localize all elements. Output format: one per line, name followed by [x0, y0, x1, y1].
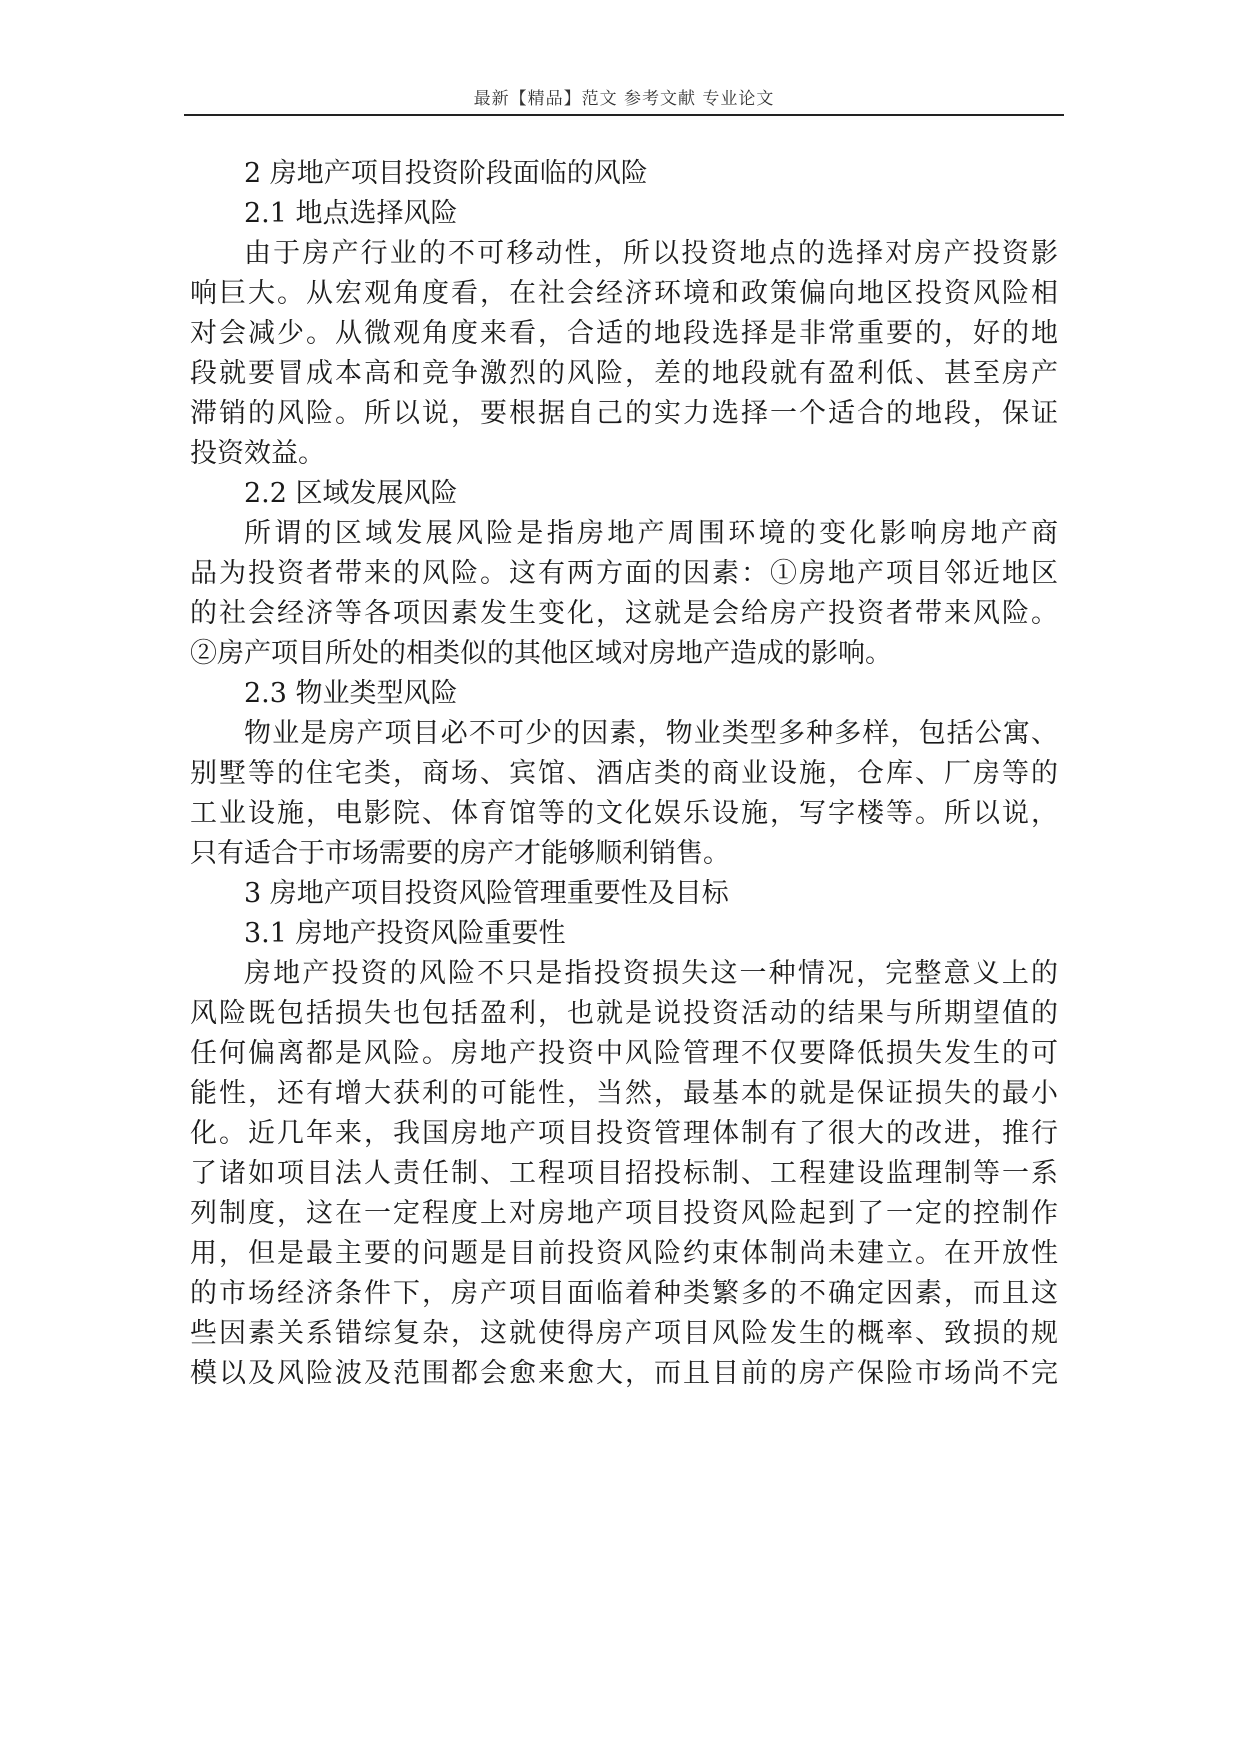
paragraph-line: 的市场经济条件下，房产项目面临着种类繁多的不确定因素，而且这 — [190, 1278, 1058, 1309]
paragraph-line: 的社会经济等各项因素发生变化，这就是会给房产投资者带来风险。 — [190, 598, 1058, 629]
paragraph-line: 段就要冒成本高和竞争激烈的风险，差的地段就有盈利低、甚至房产 — [190, 358, 1058, 389]
paragraph-line: 了诸如项目法人责任制、工程项目招投标制、工程建设监理制等一系 — [190, 1158, 1058, 1189]
section-heading: 2.3 物业类型风险 — [244, 678, 458, 709]
paragraph-line: 用，但是最主要的问题是目前投资风险约束体制尚未建立。在开放性 — [190, 1238, 1058, 1269]
paragraph-line: 化。近几年来，我国房地产项目投资管理体制有了很大的改进，推行 — [190, 1118, 1058, 1149]
paragraph-line: ②房产项目所处的相类似的其他区域对房地产造成的影响。 — [190, 638, 892, 669]
document-body — [190, 154, 1058, 1394]
paragraph-line: 风险既包括损失也包括盈利，也就是说投资活动的结果与所期望值的 — [190, 998, 1058, 1029]
paragraph-line: 任何偏离都是风险。房地产投资中风险管理不仅要降低损失发生的可 — [190, 1038, 1058, 1069]
paragraph-line: 所谓的区域发展风险是指房地产周围环境的变化影响房地产商 — [244, 518, 1058, 549]
paragraph-line: 别墅等的住宅类，商场、宾馆、酒店类的商业设施，仓库、厂房等的 — [190, 758, 1058, 789]
section-heading: 2.1 地点选择风险 — [244, 198, 458, 229]
paragraph-line: 能性，还有增大获利的可能性，当然，最基本的就是保证损失的最小 — [190, 1078, 1058, 1109]
paragraph-line: 房地产投资的风险不只是指投资损失这一种情况，完整意义上的 — [244, 958, 1058, 989]
paragraph-line: 对会减少。从微观角度来看，合适的地段选择是非常重要的，好的地 — [190, 318, 1058, 349]
page-header: 最新【精品】范文 参考文献 专业论文 — [473, 89, 775, 109]
paragraph-line: 响巨大。从宏观角度看，在社会经济环境和政策偏向地区投资风险相 — [190, 278, 1058, 309]
paragraph-line: 只有适合于市场需要的房产才能够顺利销售。 — [190, 838, 730, 869]
paragraph-line: 滞销的风险。所以说，要根据自己的实力选择一个适合的地段，保证 — [190, 398, 1058, 429]
paragraph-line: 投资效益。 — [190, 438, 325, 469]
section-heading: 2.2 区域发展风险 — [244, 478, 458, 509]
paragraph-line: 列制度，这在一定程度上对房地产项目投资风险起到了一定的控制作 — [190, 1198, 1058, 1229]
section-heading: 3 房地产项目投资风险管理重要性及目标 — [244, 878, 729, 909]
paragraph-line: 物业是房产项目必不可少的因素，物业类型多种多样，包括公寓、 — [244, 718, 1058, 749]
section-heading: 3.1 房地产投资风险重要性 — [244, 918, 566, 949]
paragraph-line: 品为投资者带来的风险。这有两方面的因素：①房地产项目邻近地区 — [190, 558, 1058, 589]
paragraph-line: 模以及风险波及范围都会愈来愈大，而且目前的房产保险市场尚不完 — [190, 1358, 1058, 1389]
header-divider — [184, 114, 1064, 116]
paragraph-line: 由于房产行业的不可移动性，所以投资地点的选择对房产投资影 — [244, 238, 1058, 269]
section-heading: 2 房地产项目投资阶段面临的风险 — [244, 158, 648, 189]
paragraph-line: 工业设施，电影院、体育馆等的文化娱乐设施，写字楼等。所以说， — [190, 798, 1058, 829]
paragraph-line: 些因素关系错综复杂，这就使得房产项目风险发生的概率、致损的规 — [190, 1318, 1058, 1349]
